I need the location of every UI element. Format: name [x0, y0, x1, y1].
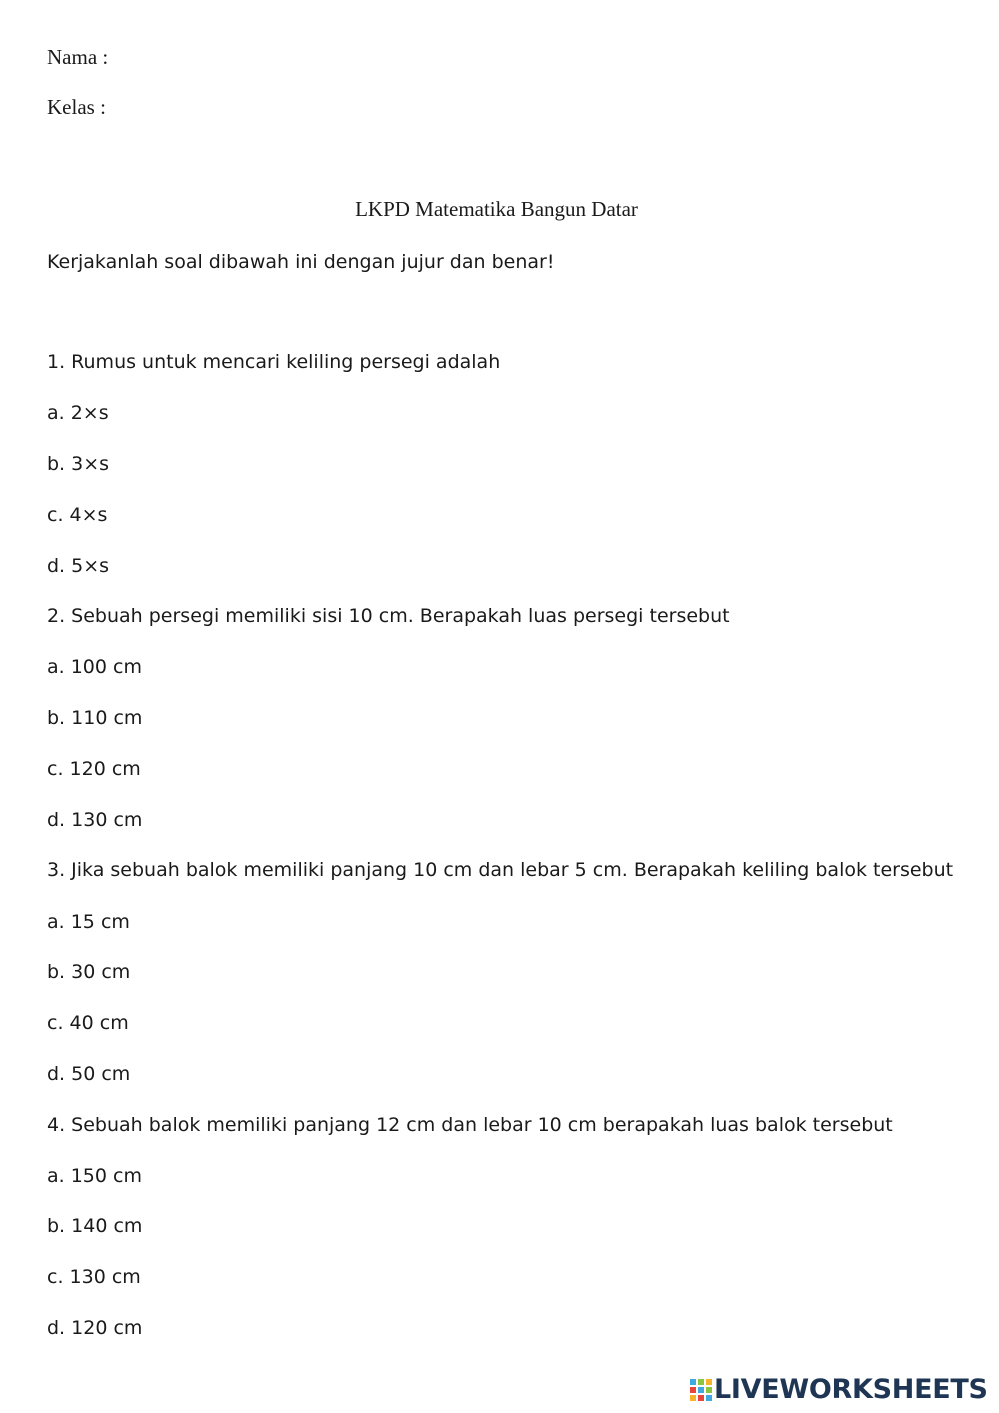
question-3-option-b: b. 30 cm [47, 961, 131, 983]
question-3-option-d: d. 50 cm [47, 1063, 131, 1085]
question-2-option-d: d. 130 cm [47, 809, 143, 831]
nama-label: Nama : [47, 45, 109, 69]
liveworksheets-watermark [690, 1373, 988, 1407]
question-1-option-c: c. 4×s [47, 504, 108, 526]
question-2-option-b: b. 110 cm [47, 707, 143, 729]
question-3-option-a: a. 15 cm [47, 911, 130, 933]
kelas-label: Kelas : [47, 95, 106, 119]
question-4-option-c: c. 130 cm [47, 1266, 141, 1288]
liveworksheets-wordmark: LIVEWORKSHEETS [714, 1374, 988, 1405]
instruction-text: Kerjakanlah soal dibawah ini dengan jujur dan benar! [47, 251, 555, 273]
question-1-option-d: d. 5×s [47, 555, 110, 577]
question-4: 4. Sebuah balok memiliki panjang 12 cm dan lebar 10 cm berapakah luas balok tersebut [47, 1114, 893, 1136]
question-1-option-a: a. 2×s [47, 402, 109, 424]
question-1-option-b: b. 3×s [47, 453, 110, 475]
question-2: 2. Sebuah persegi memiliki sisi 10 cm. Berapakah luas persegi tersebut [47, 605, 730, 627]
question-3-option-c: c. 40 cm [47, 1012, 129, 1034]
question-4-option-b: b. 140 cm [47, 1215, 143, 1237]
question-3: 3. Jika sebuah balok memiliki panjang 10 cm dan lebar 5 cm. Berapakah keliling balok tersebut [47, 859, 954, 881]
page-title: LKPD Matematika Bangun Datar [355, 197, 638, 221]
liveworksheets-logo-icon [690, 1379, 712, 1401]
question-1: 1. Rumus untuk mencari keliling persegi adalah [47, 351, 501, 373]
question-2-option-c: c. 120 cm [47, 758, 141, 780]
question-4-option-d: d. 120 cm [47, 1317, 143, 1339]
question-4-option-a: a. 150 cm [47, 1165, 142, 1187]
question-2-option-a: a. 100 cm [47, 656, 142, 678]
